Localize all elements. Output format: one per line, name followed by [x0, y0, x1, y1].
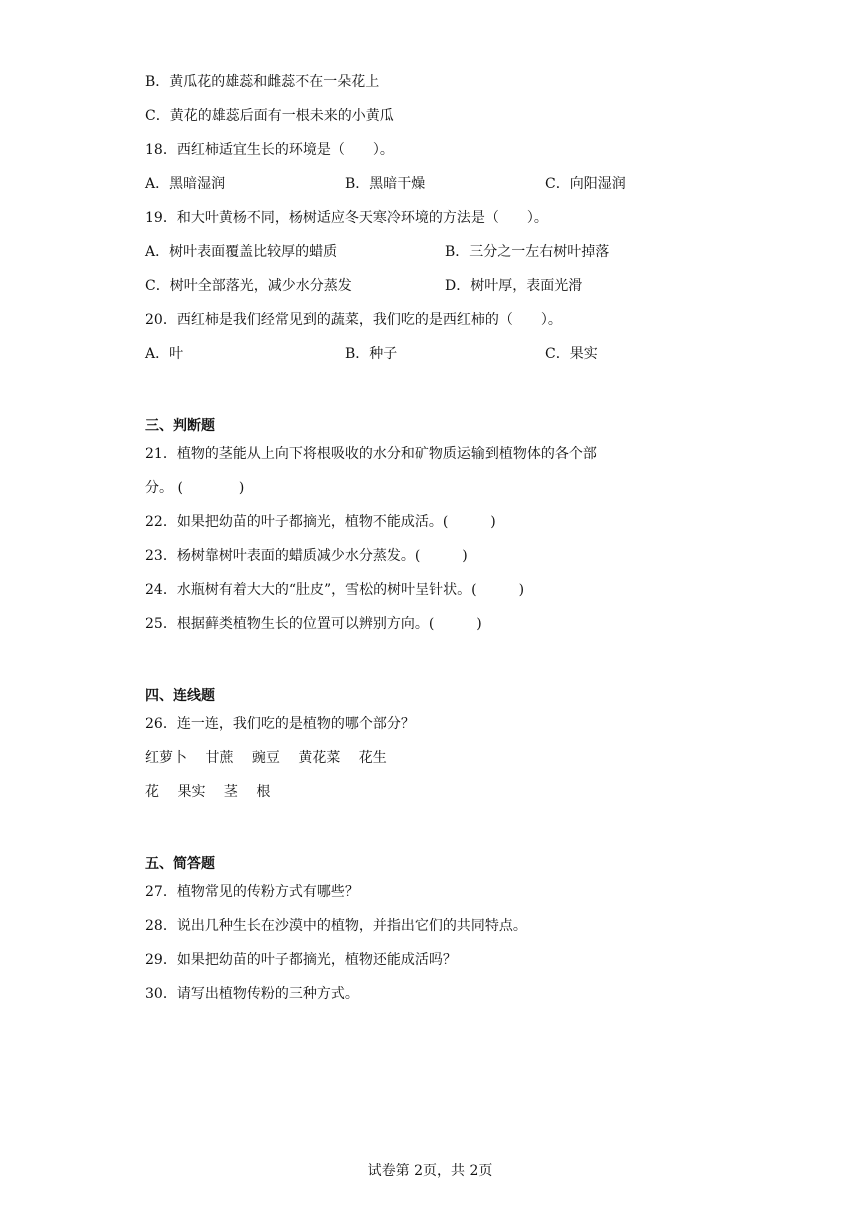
q25: 25．根据藓类植物生长的位置可以辨别方向。( )	[145, 616, 482, 632]
q21-line-2: 分。 ( )	[145, 480, 245, 496]
page-footer: 试卷第 2页，共 2页	[367, 1163, 493, 1179]
q21-line-1: 21．植物的茎能从上向下将根吸收的水分和矿物质运输到植物体的各个部	[145, 446, 597, 462]
q19-option-a: A．树叶表面覆盖比较厚的蜡质	[145, 244, 338, 260]
q26-items-row: 红萝卜 甘蔗 豌豆 黄花菜 花生	[145, 750, 387, 766]
q19-stem: 19．和大叶黄杨不同，杨树适应冬天寒冷环境的方法是（ ）。	[145, 210, 548, 226]
section-3-heading: 三、判断题	[145, 418, 215, 434]
q24: 24．水瓶树有着大大的“肚皮”，雪松的树叶呈针状。( )	[145, 582, 525, 598]
q20-option-a: A．叶	[145, 346, 184, 362]
q18-option-a: A．黑暗湿润	[145, 176, 226, 192]
q28: 28．说出几种生长在沙漠中的植物，并指出它们的共同特点。	[145, 918, 527, 934]
section-4-heading: 四、连线题	[145, 688, 215, 704]
section-5-heading: 五、简答题	[145, 856, 215, 872]
q20-option-b: B．种子	[345, 346, 398, 362]
q18-stem: 18．西红柿适宜生长的环境是（ ）。	[145, 142, 394, 158]
q23: 23．杨树靠树叶表面的蜡质减少水分蒸发。( )	[145, 548, 468, 564]
q22: 22．如果把幼苗的叶子都摘光，植物不能成活。( )	[145, 514, 496, 530]
q20-stem: 20．西红柿是我们经常见到的蔬菜，我们吃的是西红柿的（ ）。	[145, 312, 562, 328]
q26-parts-row: 花 果实 茎 根	[145, 784, 271, 800]
q17-option-b: B．黄瓜花的雄蕊和雌蕊不在一朵花上	[145, 74, 380, 90]
q20-option-c: C．果实	[545, 346, 598, 362]
q18-option-c: C．向阳湿润	[545, 176, 626, 192]
q19-option-c: C．树叶全部落光，减少水分蒸发	[145, 278, 352, 294]
q18-option-b: B．黑暗干燥	[345, 176, 426, 192]
q19-option-b: B．三分之一左右树叶掉落	[445, 244, 610, 260]
q30: 30．请写出植物传粉的三种方式。	[145, 986, 359, 1002]
q19-option-d: D．树叶厚，表面光滑	[445, 278, 583, 294]
q29: 29．如果把幼苗的叶子都摘光，植物还能成活吗？	[145, 952, 457, 968]
q27: 27．植物常见的传粉方式有哪些？	[145, 884, 359, 900]
q17-option-c: C．黄花的雄蕊后面有一根未来的小黄瓜	[145, 108, 394, 124]
q26-stem: 26．连一连，我们吃的是植物的哪个部分？	[145, 716, 415, 732]
